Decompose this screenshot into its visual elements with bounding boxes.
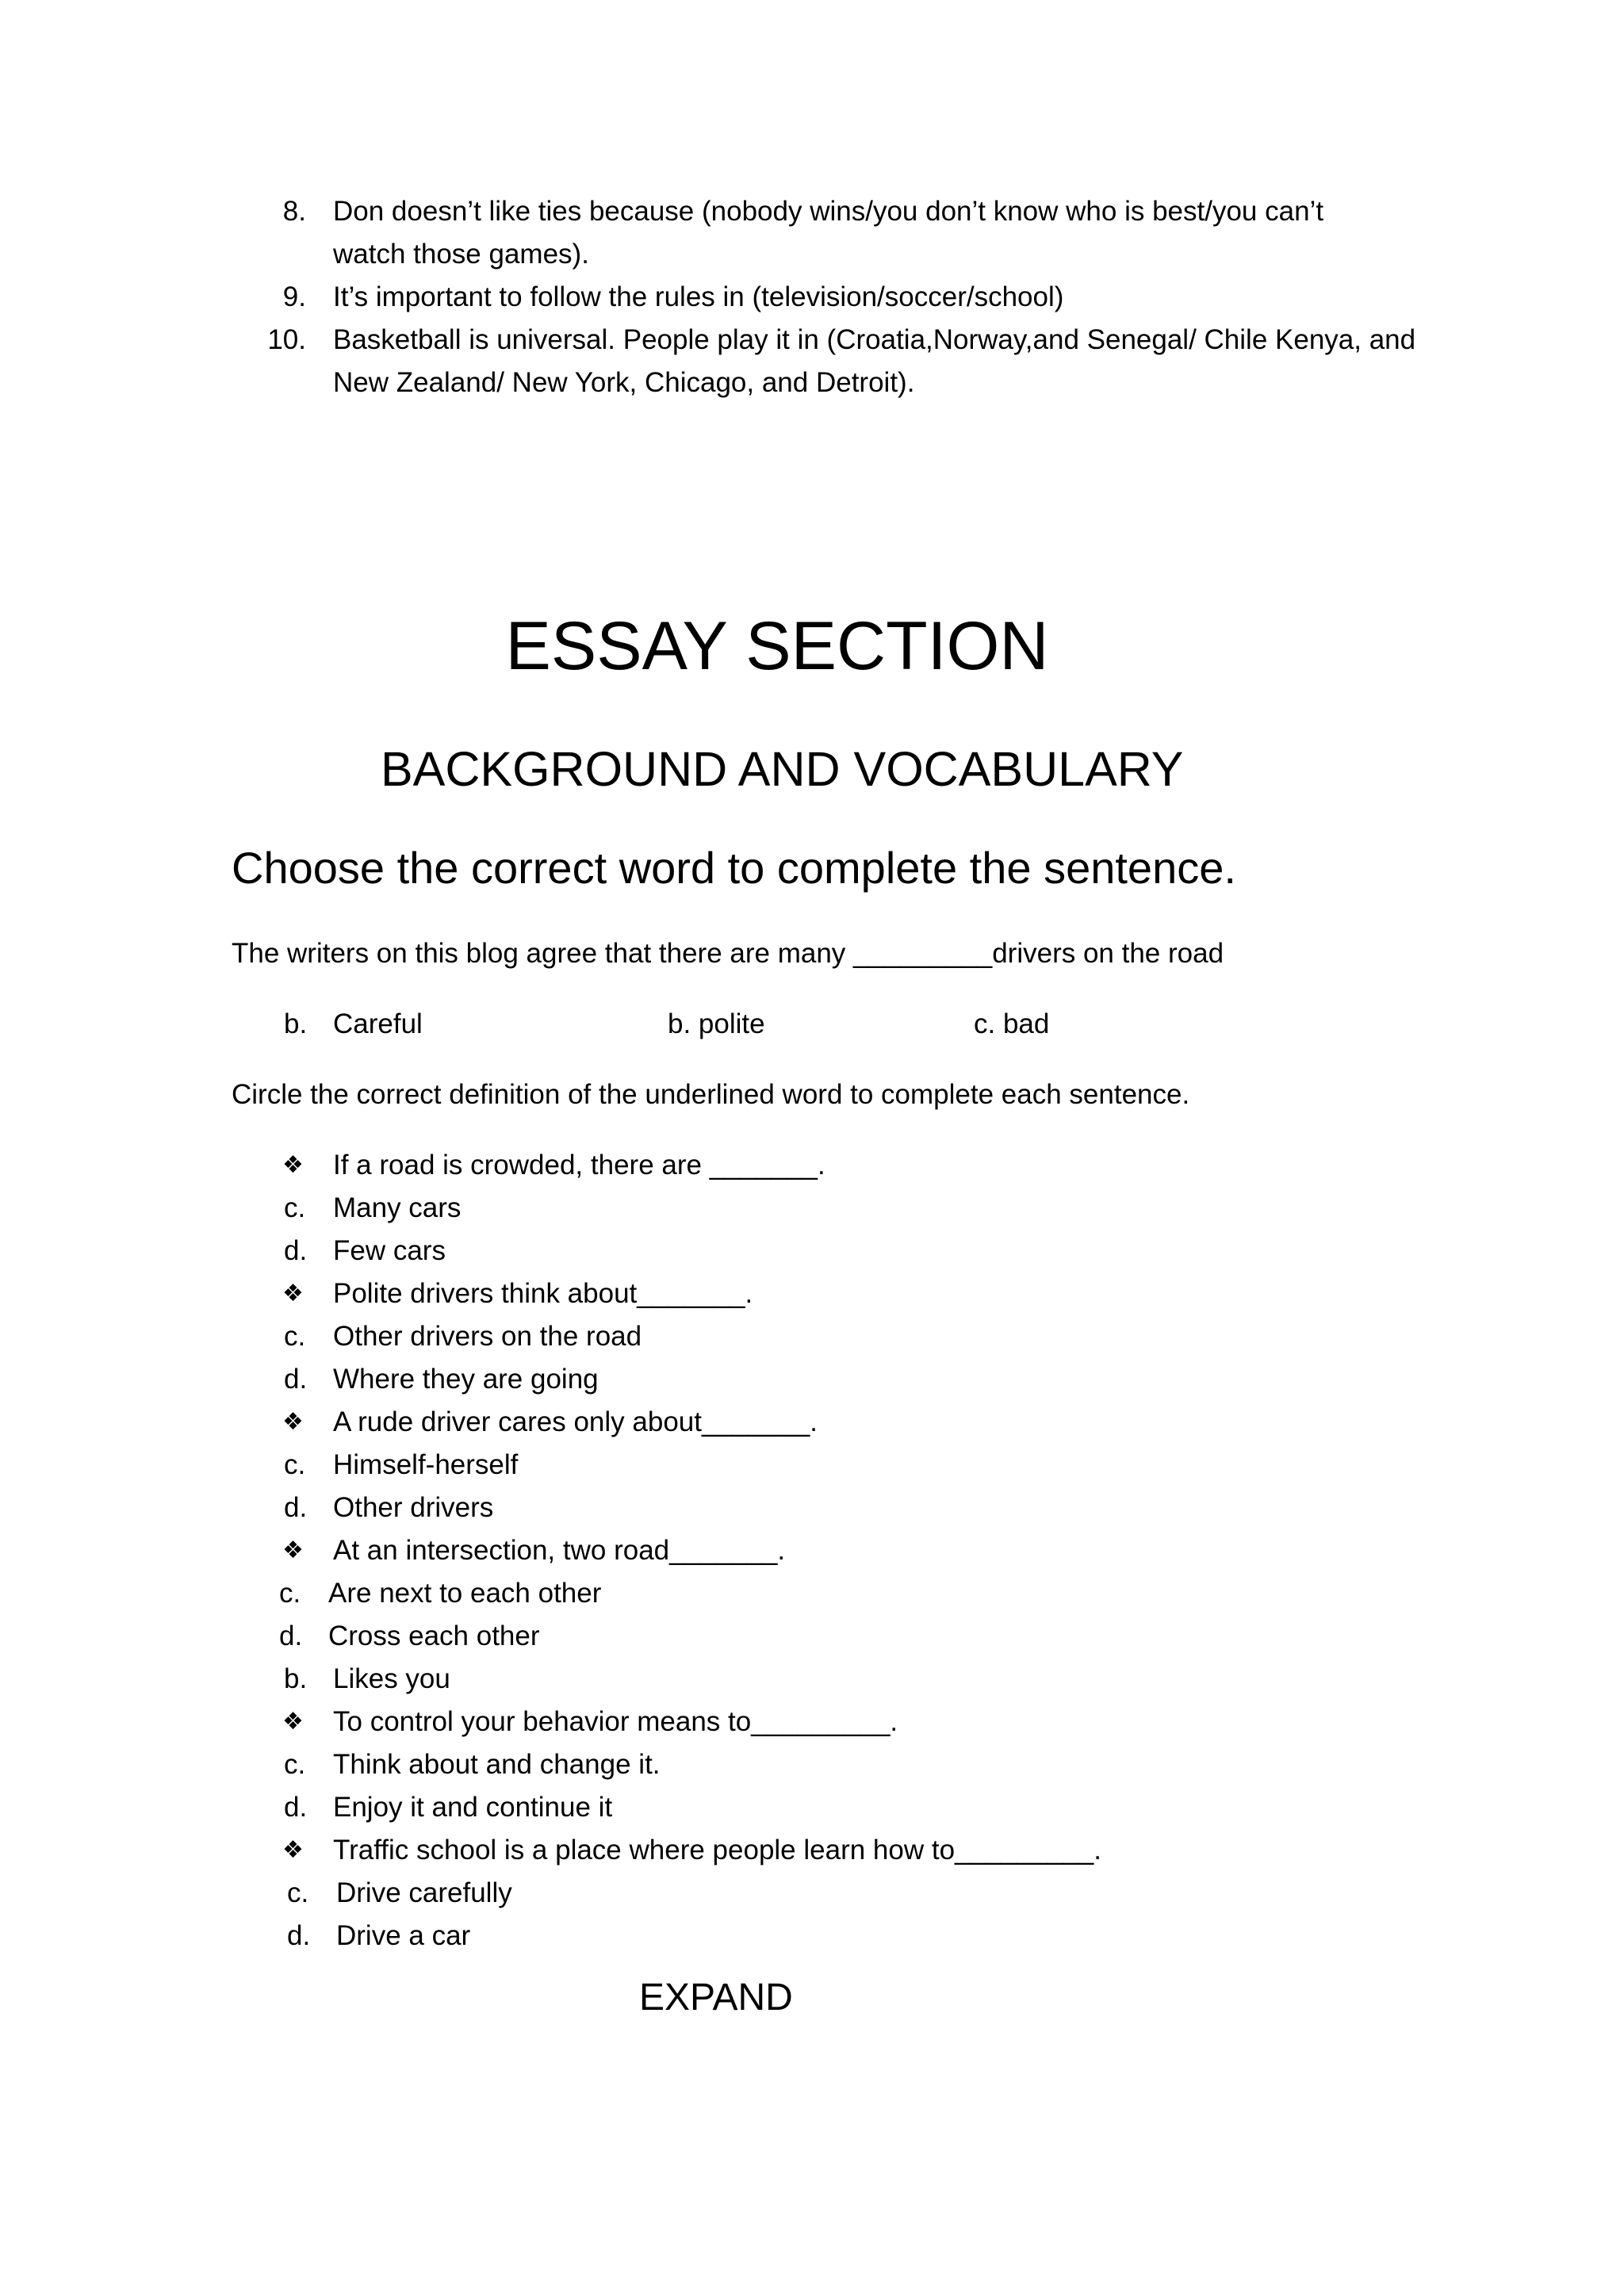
list-item (0, 1615, 1624, 1658)
list-item-text: Other drivers on the road (333, 1321, 642, 1352)
list-item (0, 1786, 1624, 1829)
list-item (0, 1487, 1624, 1529)
list-item-text: A rude driver cares only about_______. (333, 1406, 818, 1437)
question-number: 8. (282, 196, 306, 227)
list-item-text: To control your behavior means to_________. (333, 1706, 898, 1737)
diamond-bullet-icon: ❖ (282, 1837, 304, 1863)
list-item-text: Drive carefully (336, 1877, 512, 1908)
list-item (0, 1829, 1624, 1872)
list-item-marker: d. (284, 1492, 308, 1523)
list-item-text: Traffic school is a place where people learn how to_________. (333, 1835, 1101, 1866)
choice-careful: Careful (333, 1008, 423, 1039)
list-item-marker: d. (287, 1920, 311, 1951)
diamond-bullet-icon: ❖ (282, 1409, 304, 1435)
list-item (0, 1144, 1624, 1187)
choice-bad: c. bad (974, 1008, 1050, 1039)
question-number: 9. (282, 281, 306, 312)
expand-heading: EXPAND (639, 1976, 793, 2019)
list-item-text: Many cars (333, 1192, 462, 1223)
list-item (0, 1572, 1624, 1615)
question-text-continued: New Zealand/ New York, Chicago, and Detroit). (333, 367, 915, 398)
list-item-text: Other drivers (333, 1492, 494, 1523)
list-item-text: Drive a car (336, 1920, 471, 1951)
list-item-text: Likes you (333, 1663, 450, 1694)
list-item-marker: c. (284, 1321, 306, 1352)
diamond-bullet-icon: ❖ (282, 1280, 304, 1307)
fill-in-sentence: The writers on this blog agree that there are many _________drivers on the road (232, 938, 1224, 969)
list-item-marker: d. (284, 1364, 308, 1395)
list-item (0, 1187, 1624, 1230)
list-item (0, 1272, 1624, 1315)
section-subtitle: BACKGROUND AND VOCABULARY (381, 742, 1184, 796)
circle-instruction: Circle the correct definition of the underlined word to complete each sentence. (232, 1079, 1190, 1110)
list-item-text: Cross each other (328, 1621, 540, 1651)
question-number: 10. (267, 324, 306, 355)
choice-letter: b. (284, 1008, 308, 1039)
question-text: Basketball is universal. People play it in (Croatia,Norway,and Senegal/ Chile Kenya, and (333, 324, 1416, 355)
list-item (0, 1743, 1624, 1786)
list-item-text: If a road is crowded, there are _______. (333, 1150, 825, 1181)
answer-choices (0, 1003, 1624, 1046)
list-item-marker: d. (284, 1235, 308, 1266)
choice-polite: b. polite (668, 1008, 765, 1039)
list-item-marker: c. (284, 1192, 306, 1223)
diamond-bullet-icon: ❖ (282, 1152, 304, 1178)
diamond-bullet-icon: ❖ (282, 1537, 304, 1563)
essay-section-title: ESSAY SECTION (505, 608, 1049, 684)
list-item (0, 1701, 1624, 1743)
list-item-text: Few cars (333, 1235, 446, 1266)
list-item-marker: b. (284, 1663, 308, 1694)
question-item-8 (0, 190, 1624, 233)
list-item (0, 1444, 1624, 1487)
list-item (0, 1230, 1624, 1272)
list-item-marker: c. (287, 1877, 309, 1908)
list-item (0, 1358, 1624, 1401)
question-text-continued: watch those games). (333, 239, 589, 270)
question-item-9 (0, 276, 1624, 319)
list-item (0, 1915, 1624, 1957)
diamond-bullet-icon: ❖ (282, 1709, 304, 1735)
list-item-marker: c. (284, 1749, 306, 1780)
list-item (0, 1872, 1624, 1915)
list-item-text: Polite drivers think about_______. (333, 1278, 753, 1309)
list-item-text: At an intersection, two road_______. (333, 1535, 786, 1566)
list-item (0, 1315, 1624, 1358)
instruction-heading: Choose the correct word to complete the sentence. (232, 843, 1236, 893)
question-text: Don doesn’t like ties because (nobody wins/you don’t know who is best/you can’t (333, 196, 1324, 227)
list-item-marker: c. (279, 1578, 301, 1609)
list-item-text: Where they are going (333, 1364, 599, 1395)
list-item-marker: d. (284, 1792, 308, 1823)
list-item (0, 1658, 1624, 1701)
list-item-marker: c. (284, 1449, 306, 1480)
list-item (0, 1401, 1624, 1444)
question-text: It’s important to follow the rules in (television/soccer/school) (333, 281, 1064, 312)
list-item-text: Think about and change it. (333, 1749, 661, 1780)
list-item-text: Enjoy it and continue it (333, 1792, 613, 1823)
list-item-text: Are next to each other (328, 1578, 602, 1609)
list-item (0, 1529, 1624, 1572)
list-item-text: Himself-herself (333, 1449, 519, 1480)
question-item-10 (0, 319, 1624, 362)
list-item-marker: d. (279, 1621, 303, 1651)
